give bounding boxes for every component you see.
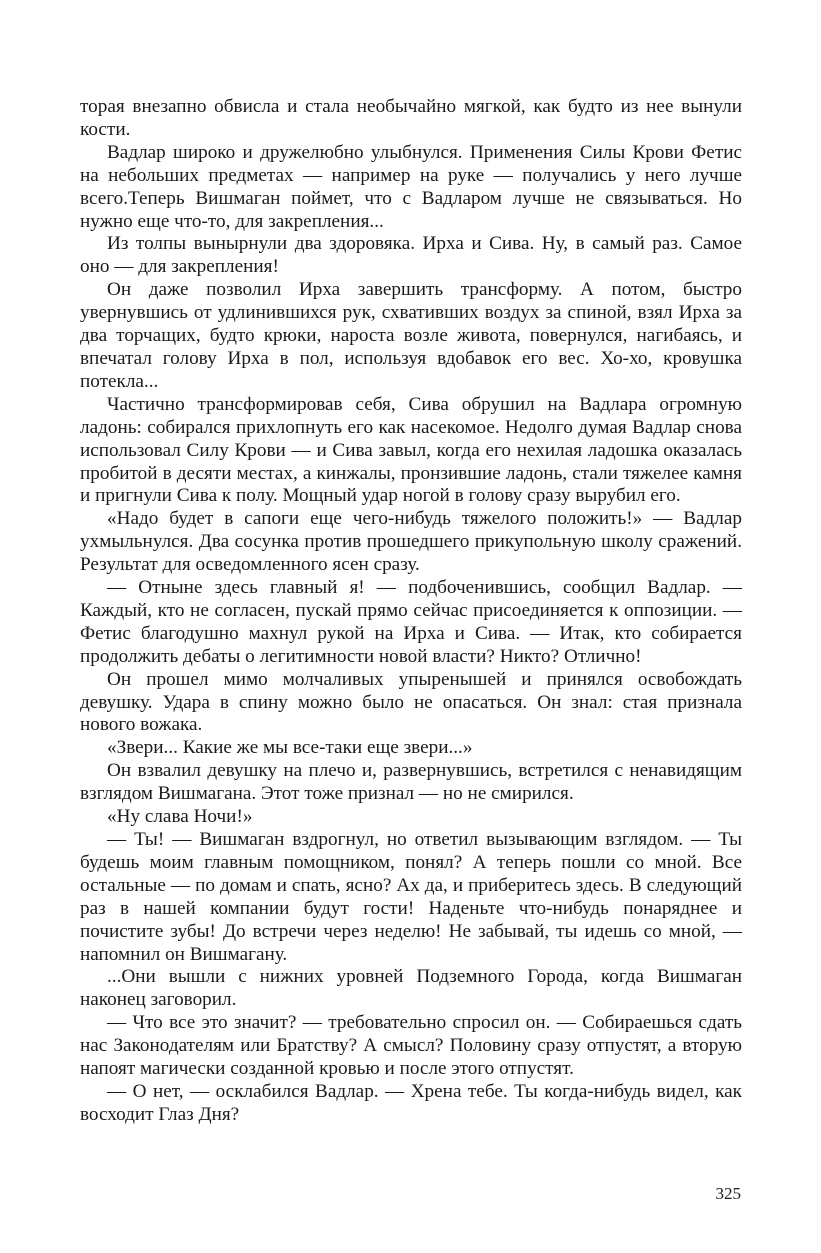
paragraph: ...Они вышли с нижних уровней Подземного Города, когда Вишмаган наконец заговорил. bbox=[80, 966, 742, 1011]
paragraph: Он прошел мимо молчаливых упыренышей и принялся освобождать девушку. Удара в спину можно было не опасаться. Он знал: стая признала нового вожака. bbox=[80, 668, 742, 736]
paragraph: «Ну слава Ночи!» bbox=[107, 806, 253, 828]
paragraph: Из толпы вынырнули два здоровяка. Ирха и Сива. Ну, в самый раз. Самое оно — для закрепления! bbox=[80, 233, 742, 278]
page-body bbox=[80, 96, 742, 1127]
paragraph: — Ты! — Вишмаган вздрогнул, но ответил вызывающим взглядом. — Ты будешь моим главным помощником, понял? А теперь пошли со мной. Все остальные — по домам и спать, ясно? Ах да, и приберитесь здесь. В следующий раз в нашей компании будут гости! Наденьте что-нибудь понаряднее и почистите зубы! До встречи через неделю! Не забывай, ты идешь со мной, — напомнил он Вишмагану. bbox=[80, 829, 742, 965]
paragraph: Частично трансформировав себя, Сива обрушил на Вадлара огромную ладонь: собирался прихлопнуть его как насекомое. Недолго думая Вадлар снова использовал Силу Крови — и Сива завыл, когда его нехилая ладошка оказалась пробитой в десяти местах, а кинжалы, пронзившие ладонь, стали тяжелее камня и пригнули Сива к полу. Мощный удар ногой в голову сразу вырубил его. bbox=[80, 393, 742, 507]
paragraph: — О нет, — осклабился Вадлар. — Хрена тебе. Ты когда-нибудь видел, как восходит Глаз Дня? bbox=[80, 1080, 742, 1125]
paragraph: торая внезапно обвисла и стала необычайно мягкой, как будто из нее вынули кости. bbox=[80, 96, 742, 140]
paragraph: Вадлар широко и дружелюбно улыбнулся. Применения Силы Крови Фетис на небольших предметах — например на руке — получались у него лучше всего.Теперь Вишмаган поймет, что с Вадларом лучше не связываться. Но нужно еще что-то, для закрепления... bbox=[80, 141, 742, 232]
paragraph: «Звери... Какие же мы все-таки еще звери...» bbox=[107, 737, 473, 759]
paragraph: «Надо будет в сапоги еще чего-нибудь тяжелого положить!» — Вадлар ухмыльнулся. Два сосунка против прошедшего прикупольную школу сражений. Результат для осведомленного ясен сразу. bbox=[80, 508, 742, 576]
paragraph: Он даже позволил Ирха завершить трансформу. А потом, быстро увернувшись от удлинившихся рук, схвативших воздух за спиной, взял Ирха за два торчащих, будто крюки, нароста возле живота, повернулся, нагибаясь, и впечатал голову Ирха в пол, используя вдобавок его вес. Хо-хо, кровушка потекла... bbox=[80, 279, 742, 392]
paragraph: — Отныне здесь главный я! — подбоченившись, сообщил Вадлар. — Каждый, кто не согласен, пускай прямо сейчас присоединяется к оппозиции. — Фетис благодушно махнул рукой на Ирха и Сива. — Итак, кто собирается продолжить дебаты о легитимности новой власти? Никто? Отлично! bbox=[80, 577, 742, 667]
page-number: 325 bbox=[715, 1184, 741, 1203]
paragraph: Он взвалил девушку на плечо и, развернувшись, встретился с ненавидящим взглядом Вишмагана. Этот тоже признал — но не смирился. bbox=[80, 760, 742, 805]
paragraph: — Что все это значит? — требовательно спросил он. — Собираешься сдать нас Законодателям или Братству? А смысл? Половину сразу отпустят, а вторую напоят магически созданной кровью и после этого отпустят. bbox=[80, 1012, 742, 1080]
